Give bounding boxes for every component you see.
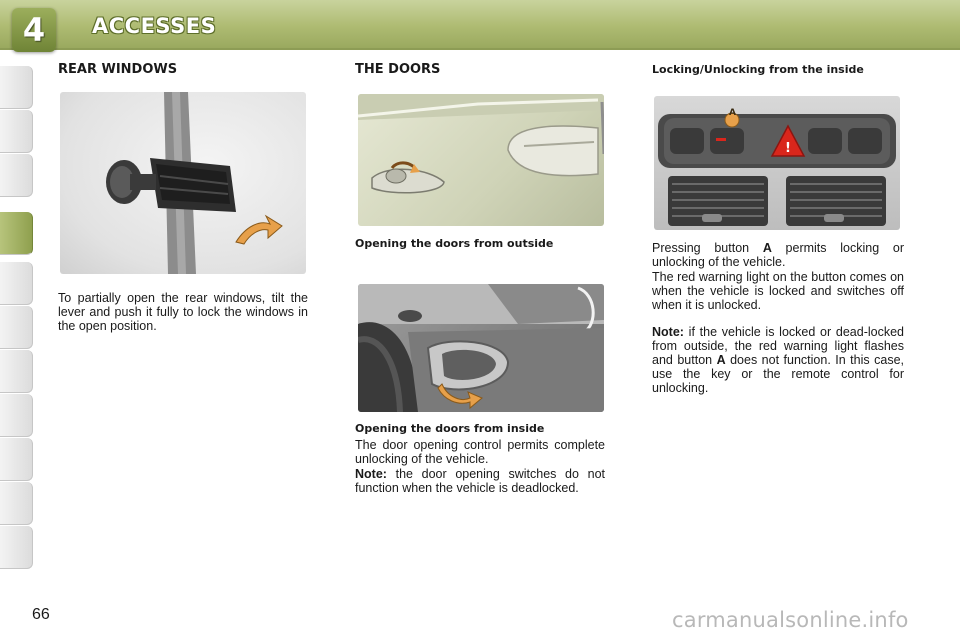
rear-window-lever-illustration — [60, 92, 306, 274]
inside-caption: Opening the doors from inside — [355, 422, 545, 435]
chapter-tab-strip — [0, 66, 34, 576]
chapter-tab-5[interactable] — [0, 262, 33, 305]
chapter-tab-9[interactable] — [0, 438, 33, 481]
locking-text-1-post: permits locking or unlocking of the vehicle. — [652, 241, 904, 269]
locking-text-1-pre: Pressing button — [652, 241, 763, 255]
chapter-tab-11[interactable] — [0, 526, 33, 569]
outside-door-handle-illustration — [358, 94, 604, 226]
page-number: 66 — [32, 606, 50, 623]
chapter-tab-7[interactable] — [0, 350, 33, 393]
chapter-tab-8[interactable] — [0, 394, 33, 437]
locking-heading: Locking/Unlocking from the inside — [652, 63, 864, 76]
chapter-tab-10[interactable] — [0, 482, 33, 525]
button-a-marker-label: A — [729, 108, 736, 118]
doors-note — [355, 467, 605, 495]
chapter-number: 4 — [22, 11, 46, 49]
chapter-tab-3[interactable] — [0, 154, 33, 197]
locking-text-1-button: A — [762, 241, 772, 255]
watermark: carmanualsonline.info — [672, 608, 909, 632]
chapter-tab-4-active[interactable] — [0, 212, 33, 255]
doors-note-label: Note: — [355, 467, 387, 481]
chapter-tab-1[interactable] — [0, 66, 33, 109]
locking-note-button: A — [716, 353, 726, 367]
locking-text-2: The red warning light on the button comes on when the vehicle is locked and switches off when it is unlocked. — [652, 270, 904, 312]
outside-caption: Opening the doors from outside — [355, 237, 554, 250]
inside-text: The door opening control permits complete unlocking of the vehicle. — [355, 438, 605, 466]
chapter-title: ACCESSES — [92, 14, 217, 38]
rear-windows-heading: REAR WINDOWS — [58, 62, 178, 77]
svg-text:!: ! — [785, 141, 791, 156]
locking-note-label: Note: — [652, 325, 684, 339]
chapter-tab-6[interactable] — [0, 306, 33, 349]
inside-door-handle-illustration — [358, 284, 604, 412]
locking-text-1 — [652, 241, 904, 269]
doors-heading: THE DOORS — [355, 62, 441, 77]
rear-windows-text: To partially open the rear windows, tilt the lever and push it fully to lock the windows in the open position. — [58, 291, 308, 333]
chapter-tab-2[interactable] — [0, 110, 33, 153]
central-locking-console-illustration — [654, 96, 900, 230]
locking-note — [652, 325, 904, 395]
chapter-badge — [12, 8, 56, 52]
locking-note-pre: if the vehicle is locked or dead-locked from outside, the red warning light flashes and button — [652, 325, 904, 367]
locking-note-post: does not function. In this case, use the key or the remote control for unlocking. — [652, 353, 904, 395]
doors-note-text: the door opening switches do not function when the vehicle is deadlocked. — [355, 467, 605, 495]
